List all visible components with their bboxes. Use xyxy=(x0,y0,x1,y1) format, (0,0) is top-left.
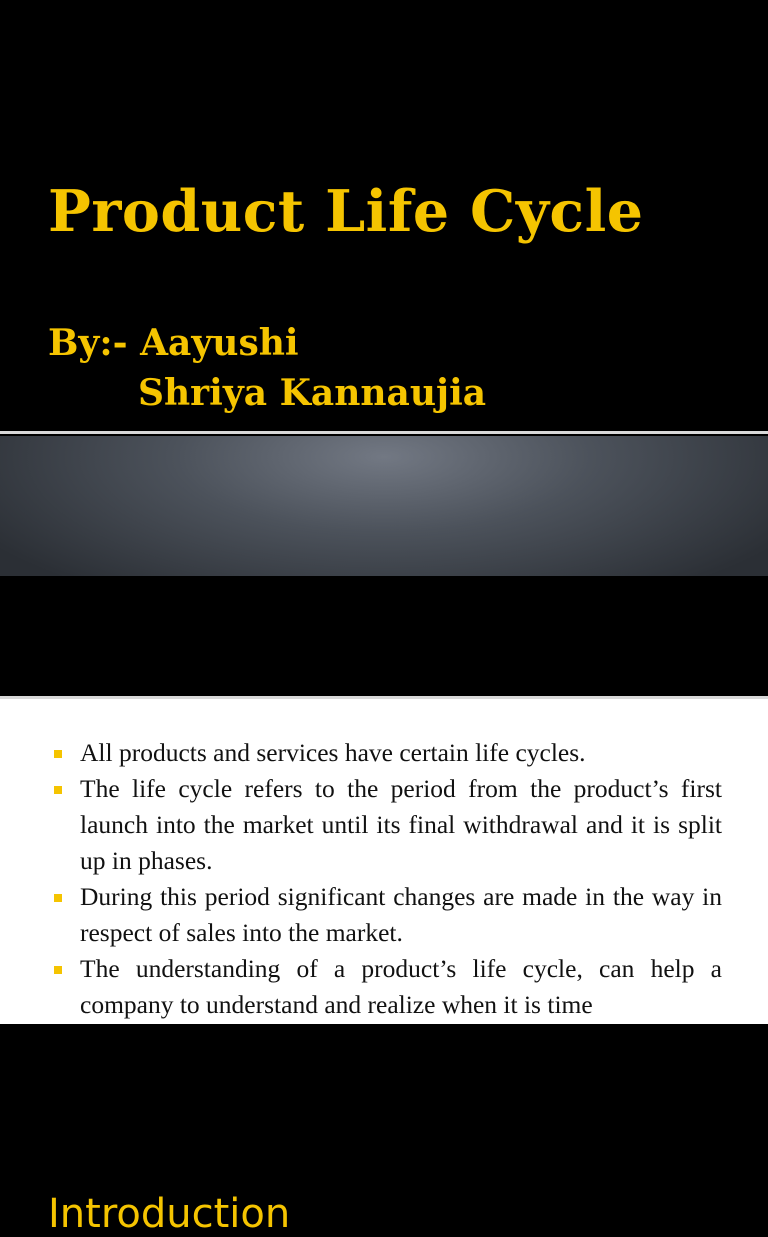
square-bullet-icon xyxy=(54,894,62,902)
square-bullet-icon xyxy=(54,966,62,974)
author-line-1: By:- Aayushi xyxy=(48,322,299,364)
bullet-item xyxy=(52,735,722,771)
bullet-text: During this period significant changes are made in the way in respect of sales into the market. xyxy=(80,882,722,947)
title-slide xyxy=(0,0,768,432)
bullet-list xyxy=(52,735,722,1023)
bullet-text: The understanding of a product’s life cycle, can help a company to understand and realize when it is time xyxy=(80,954,722,1019)
bullet-text: All products and services have certain life cycles. xyxy=(80,738,586,767)
bullet-item xyxy=(52,951,722,1023)
author-line-2: Shriya Kannaujia xyxy=(138,372,487,414)
square-bullet-icon xyxy=(54,786,62,794)
authors-block xyxy=(48,318,486,418)
intro-heading: Introduction xyxy=(48,1191,291,1237)
bullet-text: The life cycle refers to the period from the product’s first launch into the market until its final withdrawal and it is split up in phases. xyxy=(80,774,722,875)
square-bullet-icon xyxy=(54,750,62,758)
slide-divider xyxy=(0,431,768,434)
bullet-item xyxy=(52,879,722,951)
slide-title: Product Life Cycle xyxy=(48,178,644,245)
gradient-band xyxy=(0,436,768,576)
bullet-item xyxy=(52,771,722,879)
